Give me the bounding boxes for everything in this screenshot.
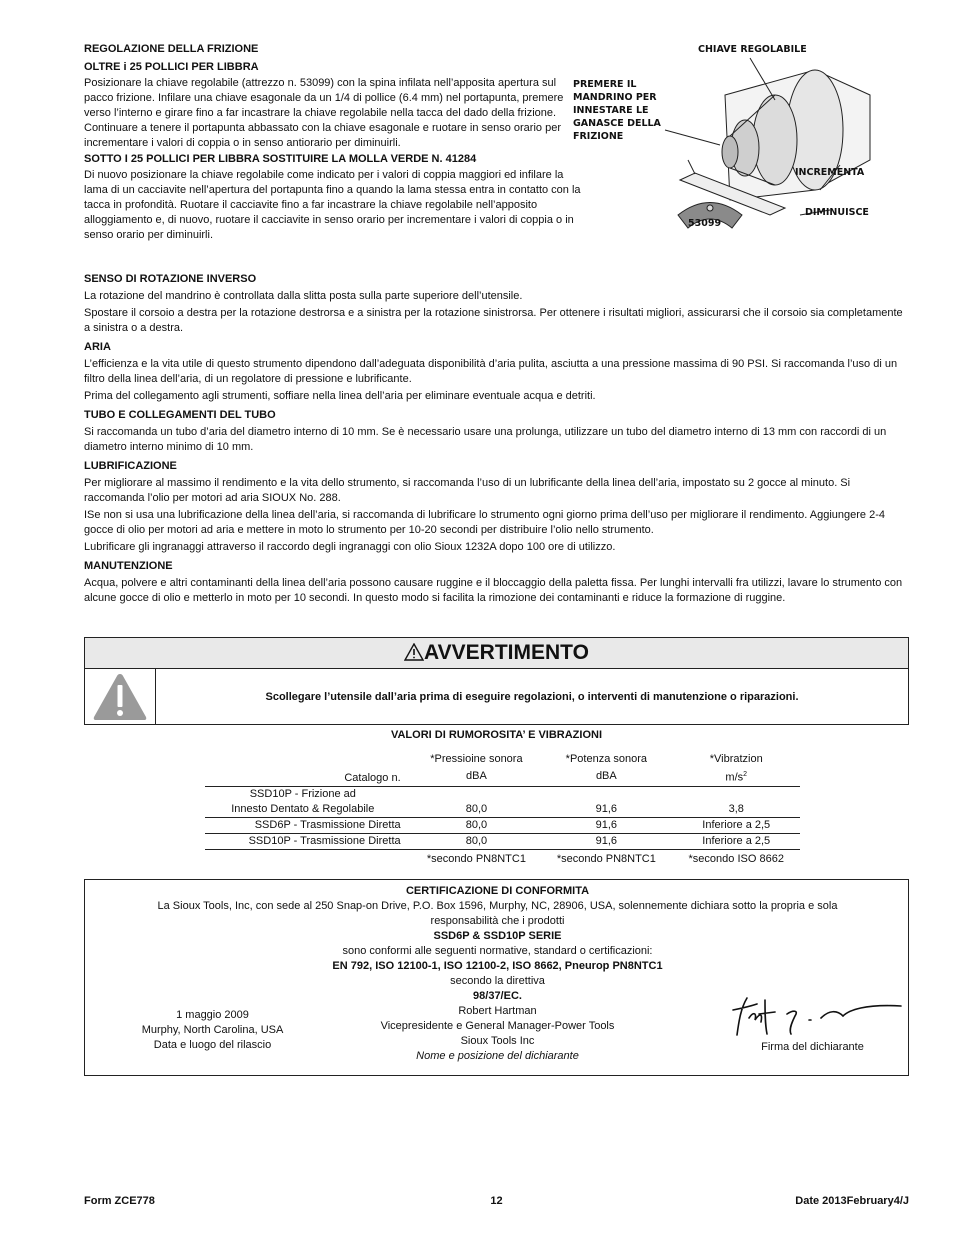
reverse-title: SENSO DI ROTAZIONE INVERSO bbox=[84, 273, 257, 285]
header-catalog: Catalogo n. bbox=[344, 771, 401, 784]
maintenance-sections bbox=[84, 268, 910, 608]
label-decrease: DIMINUISCE bbox=[805, 207, 869, 218]
signer-name: Robert Hartman bbox=[458, 1005, 537, 1017]
noise-table bbox=[205, 752, 800, 867]
row-vibration: Inferiore a 2,5 bbox=[672, 833, 800, 849]
clutch-under-text: Di nuovo posizionare la chiave regolabile come indicato per i valori di coppia maggiori ed infilare la lama di un cacciavite nell’apertura del portapunta fino a quando la lama stessa entra in contatto con la tacca in profondità. Ruotare il cacciavite fino a far incastrare la chiave regolabile nell’apposito alloggiamento e, di nuovo, ruotare il cacciavite in senso orario per incrementare i valori di coppia o in senso orario per diminuirli. bbox=[84, 169, 581, 241]
cert-directive: 98/37/EC. bbox=[473, 990, 522, 1002]
header-pressure-unit: dBA bbox=[466, 769, 487, 782]
warning-text: Scollegare l’utensile dall’aria prima di eseguire regolazioni, o interventi di manutenzione o riparazioni. bbox=[265, 690, 799, 703]
row-name: SSD10P - Trasmissione Diretta bbox=[205, 833, 413, 849]
row-power: 91,6 bbox=[540, 833, 672, 849]
table-row bbox=[205, 802, 800, 818]
label-increase: INCREMENTA bbox=[795, 167, 865, 178]
exclamation-triangle-icon bbox=[92, 672, 148, 722]
clutch-under-title: SOTTO I 25 POLLICI PER LIBBRA SOSTITUIRE LA MOLLA VERDE N. 41284 bbox=[84, 153, 477, 165]
row-power: 91,6 bbox=[540, 817, 672, 833]
header-pressure: *Pressioine sonora bbox=[430, 753, 523, 765]
row-pressure: 80,0 bbox=[413, 817, 541, 833]
footer-page-number: 12 bbox=[490, 1195, 503, 1207]
row-name: SSD10P - Frizione ad bbox=[205, 786, 413, 802]
header-power: *Potenza sonora bbox=[565, 753, 648, 765]
air-title: ARIA bbox=[84, 341, 111, 353]
row-pressure: 80,0 bbox=[413, 833, 541, 849]
clutch-illustration bbox=[570, 40, 910, 240]
cert-line4: secondo la direttiva bbox=[450, 975, 545, 987]
noise-title: VALORI DI RUMOROSITA’ E VIBRAZIONI bbox=[390, 729, 603, 741]
table-row bbox=[205, 817, 800, 833]
maint-p1: Acqua, polvere e altri contaminanti della linea dell’aria possono causare ruggine e il bloccaggio della paletta fissa. Per lunghi intervalli fra utilizzi, lavare lo strumento con alcune gocce di olio e metterlo in moto per 10 secondi. In questo modo si facilita la rimozione dei contaminanti e riduce la formazione di ruggine. bbox=[84, 577, 903, 604]
lube-title: LUBRIFICAZIONE bbox=[84, 460, 177, 472]
footnote-pressure: *secondo PN8NTC1 bbox=[413, 849, 541, 867]
warning-triangle-icon bbox=[404, 643, 424, 661]
cert-line3: sono conformi alle seguenti normative, standard o certificazioni: bbox=[342, 945, 653, 957]
label-press: PREMERE IL MANDRINO PER INNESTARE LE GANASCE DELLA FRIZIONE bbox=[573, 79, 661, 142]
footnote-vibration: *secondo ISO 8662 bbox=[672, 849, 800, 867]
hose-p1: Si raccomanda un tubo d’aria del diametro interno di 10 mm. Se è necessario usare una prolunga, utilizzare un tubo del diametro interno di 13 mm con raccordi di un diametro interno minimo di 10 mm. bbox=[84, 426, 887, 453]
table-row bbox=[205, 786, 800, 802]
row-vibration: Inferiore a 2,5 bbox=[672, 817, 800, 833]
reverse-p2: Spostare il corsoio a destra per la rotazione destrorsa e a sinistra per la rotazione sinistrorsa. Per ottenere i risultati migliori, assicurarsi che il corsoio sia completamente a sinistra o a destra. bbox=[84, 307, 903, 334]
warning-header bbox=[85, 638, 908, 669]
cert-date: 1 maggio 2009 bbox=[176, 1009, 249, 1021]
header-power-unit: dBA bbox=[595, 769, 617, 782]
label-tool-number: 53099 bbox=[688, 218, 722, 229]
clutch-section bbox=[84, 42, 584, 244]
row-power: 91,6 bbox=[595, 802, 618, 815]
row-pressure: 80,0 bbox=[465, 802, 488, 815]
clutch-over-title: OLTRE i 25 POLLICI PER LIBBRA bbox=[84, 61, 259, 73]
signer-company: Sioux Tools Inc bbox=[460, 1035, 535, 1047]
header-vibration-unit: $m/s^2$ bbox=[725, 771, 748, 784]
cert-place: Murphy, North Carolina, USA bbox=[141, 1024, 284, 1036]
footer-date: Date 2013February4/J bbox=[795, 1195, 909, 1207]
clutch-title: REGOLAZIONE DELLA FRIZIONE bbox=[84, 43, 259, 55]
header-vibration: *Vibratzion bbox=[709, 753, 763, 765]
warning-box bbox=[84, 637, 909, 725]
cert-line2: responsabilità che i prodotti bbox=[430, 915, 565, 927]
certification-box bbox=[84, 879, 909, 1076]
reverse-p1: La rotazione del mandrino è controllata dalla slitta posta sulla parte superiore dell’utensile. bbox=[84, 290, 523, 302]
signer-title: Vicepresidente e General Manager-Power Tools bbox=[380, 1020, 615, 1032]
footnote-power: *secondo PN8NTC1 bbox=[540, 849, 672, 867]
warning-title: AVVERTIMENTO bbox=[424, 641, 589, 664]
clutch-over-text: Posizionare la chiave regolabile (attrezzo n. 53099) con la spina infilata nell’apposita apertura sul pacco frizione. Infilare una chiave esagonale da un 1/4 di pollice (6.4 mm) nel portapunta, premere verso l’interno e girare fino a far incastrare la chiave regolabile nella tacca del dado della frizione. Continuare a tenere il portapunta abbassato con la chiave esagonale e ruotare in senso orario per incrementare i valori di coppia o in senso antiorario per diminuirli. bbox=[84, 77, 564, 149]
table-row bbox=[205, 833, 800, 849]
row-name: SSD6P - Trasmissione Diretta bbox=[205, 817, 413, 833]
cert-title: CERTIFICAZIONE DI CONFORMITA bbox=[405, 885, 590, 897]
hose-title: TUBO E COLLEGAMENTI DEL TUBO bbox=[84, 409, 276, 421]
maint-title: MANUTENZIONE bbox=[84, 560, 173, 572]
row-vibration: 3,8 bbox=[728, 802, 744, 815]
lube-p1: Per migliorare al massimo il rendimento e la vita dello strumento, si raccomanda l’uso di un lubrificante della linea dell’aria, impostato su 2 gocce al minuto. Si raccomanda l’olio per motori ad aria SIOUX No. 288. bbox=[84, 477, 851, 504]
label-wrench: CHIAVE REGOLABILE bbox=[698, 44, 807, 55]
signature-caption: Firma del dichiarante bbox=[761, 1041, 864, 1053]
signature bbox=[725, 990, 905, 1040]
cert-standards: EN 792, ISO 12100-1, ISO 12100-2, ISO 8662, Pneurop PN8NTC1 bbox=[332, 960, 663, 972]
cert-line1: La Sioux Tools, Inc, con sede al 250 Snap-on Drive, P.O. Box 1596, Murphy, NC, 28906, USA, solennemente dichiara sotto la propria e sola bbox=[157, 900, 838, 912]
air-p1: L’efficienza e la vita utile di questo strumento dipendono dall’adeguata disponibilità d’aria pulita, asciutta a una pressione massima di 90 PSI. Si raccomanda l’uso di un filtro della linea dell’aria, di un regolatore di pressione e lubrificante. bbox=[84, 358, 898, 385]
cert-series: SSD6P & SSD10P SERIE bbox=[433, 930, 562, 942]
air-p2: Prima del collegamento agli strumenti, soffiare nella linea dell’aria per eliminare eventuale acqua e detriti. bbox=[84, 390, 596, 402]
lube-p2: ISe non si usa una lubrificazione della linea dell’aria, si raccomanda di lubrificare lo strumento ogni giorno prima dell’uso per migliorare il rendimento. Aggiungere 2-4 gocce di olio per motori ad aria e mettere in moto lo strumento per 10-20 secondi per distribuire l’olio nello strumento. bbox=[84, 509, 885, 536]
footer-form: Form ZCE778 bbox=[84, 1195, 155, 1207]
signer-caption: Nome e posizione del dichiarante bbox=[416, 1050, 579, 1062]
row-name: Innesto Dentato & Regolabile bbox=[231, 802, 375, 815]
cert-date-caption: Data e luogo del rilascio bbox=[153, 1039, 272, 1051]
lube-p3: Lubrificare gli ingranaggi attraverso il raccordo degli ingranaggi con olio Sioux 1232A dopo 100 ore di utilizzo. bbox=[84, 541, 616, 553]
